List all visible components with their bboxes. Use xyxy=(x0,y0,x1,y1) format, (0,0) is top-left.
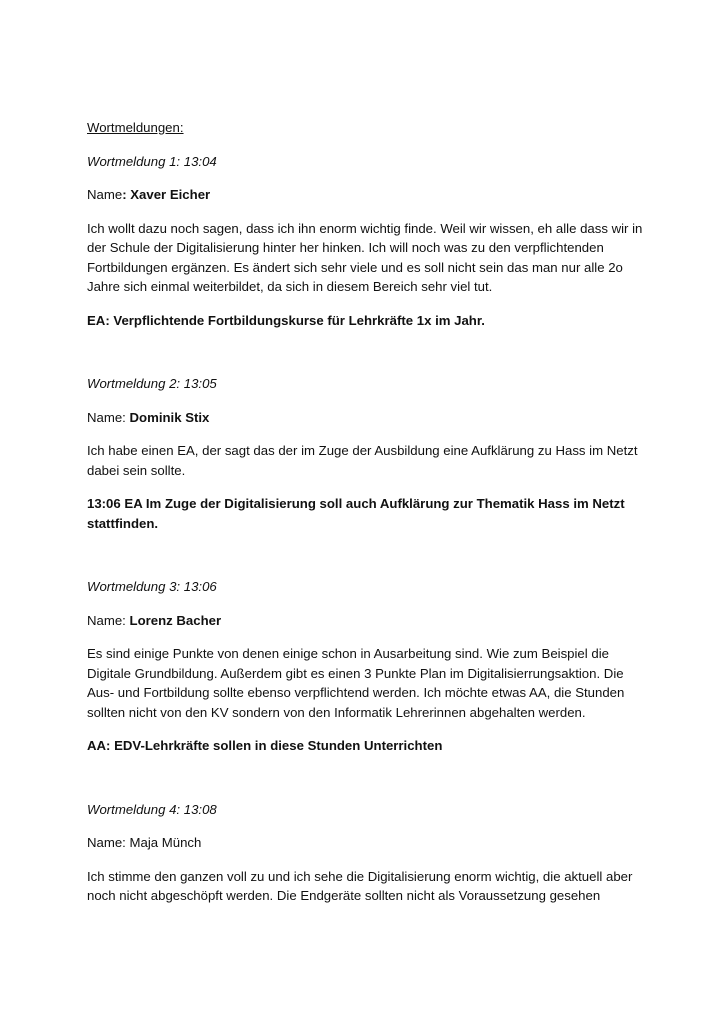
name-label: Name: xyxy=(87,409,130,425)
speaker-line xyxy=(87,611,647,631)
speech-text: Es sind einige Punkte von denen einige schon in Ausarbeitung sind. Wie zum Beispiel die Digitale Grundbildung. Außerdem gibt es einen 3 Punkte Plan im Digitalisierrungsaktion. Die Aus- und Fortbildung sollte ebenso verpflichtend werden. Ich möchte etwas AA, die Stunden sollten nicht von den KV sondern von den Informatik Lehrerinnen abgehalten werden. xyxy=(87,646,625,720)
speaker-name: Lorenz Bacher xyxy=(129,612,222,628)
speaker-line xyxy=(87,408,647,428)
speech-entry-1 xyxy=(87,152,647,331)
entry-title: Wortmeldung 2: 13:05 xyxy=(87,376,217,391)
speaker-name: Dominik Stix xyxy=(129,409,210,425)
name-label: Name xyxy=(87,187,123,202)
entry-title: Wortmeldung 4: 13:08 xyxy=(87,801,217,817)
speaker-name: Maja Münch xyxy=(129,835,202,850)
speech-text: Ich stimme den ganzen voll zu und ich sehe die Digitalisierung enorm wichtig, die aktuell aber noch nicht abgeschöpft werden. Die Endgeräte sollten nicht als Voraussetzung gesehen xyxy=(87,868,633,903)
entry-title: Wortmeldung 3: 13:06 xyxy=(87,579,217,594)
spacer xyxy=(87,547,647,577)
speech-entry-4 xyxy=(87,800,647,906)
speaker-line xyxy=(87,185,647,205)
entry-title: Wortmeldung 1: 13:04 xyxy=(87,153,217,169)
motion-text: 13:06 EA Im Zuge der Digitalisierung soll auch Aufklärung zur Thematik Hass im Netzt stattfinden. xyxy=(87,496,625,531)
speaker-line xyxy=(87,833,647,853)
speech-entry-2 xyxy=(87,374,647,533)
spacer xyxy=(87,770,647,800)
spacer xyxy=(87,344,647,374)
speech-entry-3 xyxy=(87,577,647,756)
motion-text: AA: EDV-Lehrkräfte sollen in diese Stunden Unterrichten xyxy=(87,738,443,753)
name-label: Name: xyxy=(87,612,130,628)
speech-text: Ich wollt dazu noch sagen, dass ich ihn enorm wichtig finde. Weil wir wissen, eh alle dass wir in der Schule der Digitalisierung hinter her hinken. Ich will noch was zu den verpflichtenden Fortbildungen ergänzen. Es ändert sich sehr viele und es soll nicht sein das man nur alle 2o Jahre sich einmal weiterbildet, da sich in diesem Bereich sehr viel tut. xyxy=(87,220,643,294)
document-page xyxy=(87,118,647,920)
name-label: Name: xyxy=(87,835,130,850)
speaker-name: Xaver Eicher xyxy=(130,187,211,202)
section-heading: Wortmeldungen: xyxy=(87,120,184,135)
speech-text: Ich habe einen EA, der sagt das der im Zuge der Ausbildung eine Aufklärung zu Hass im Netzt dabei sein sollte. xyxy=(87,443,638,478)
name-separator: : xyxy=(122,187,131,202)
motion-text: EA: Verpflichtende Fortbildungskurse für Lehrkräfte 1x im Jahr. xyxy=(87,312,485,328)
